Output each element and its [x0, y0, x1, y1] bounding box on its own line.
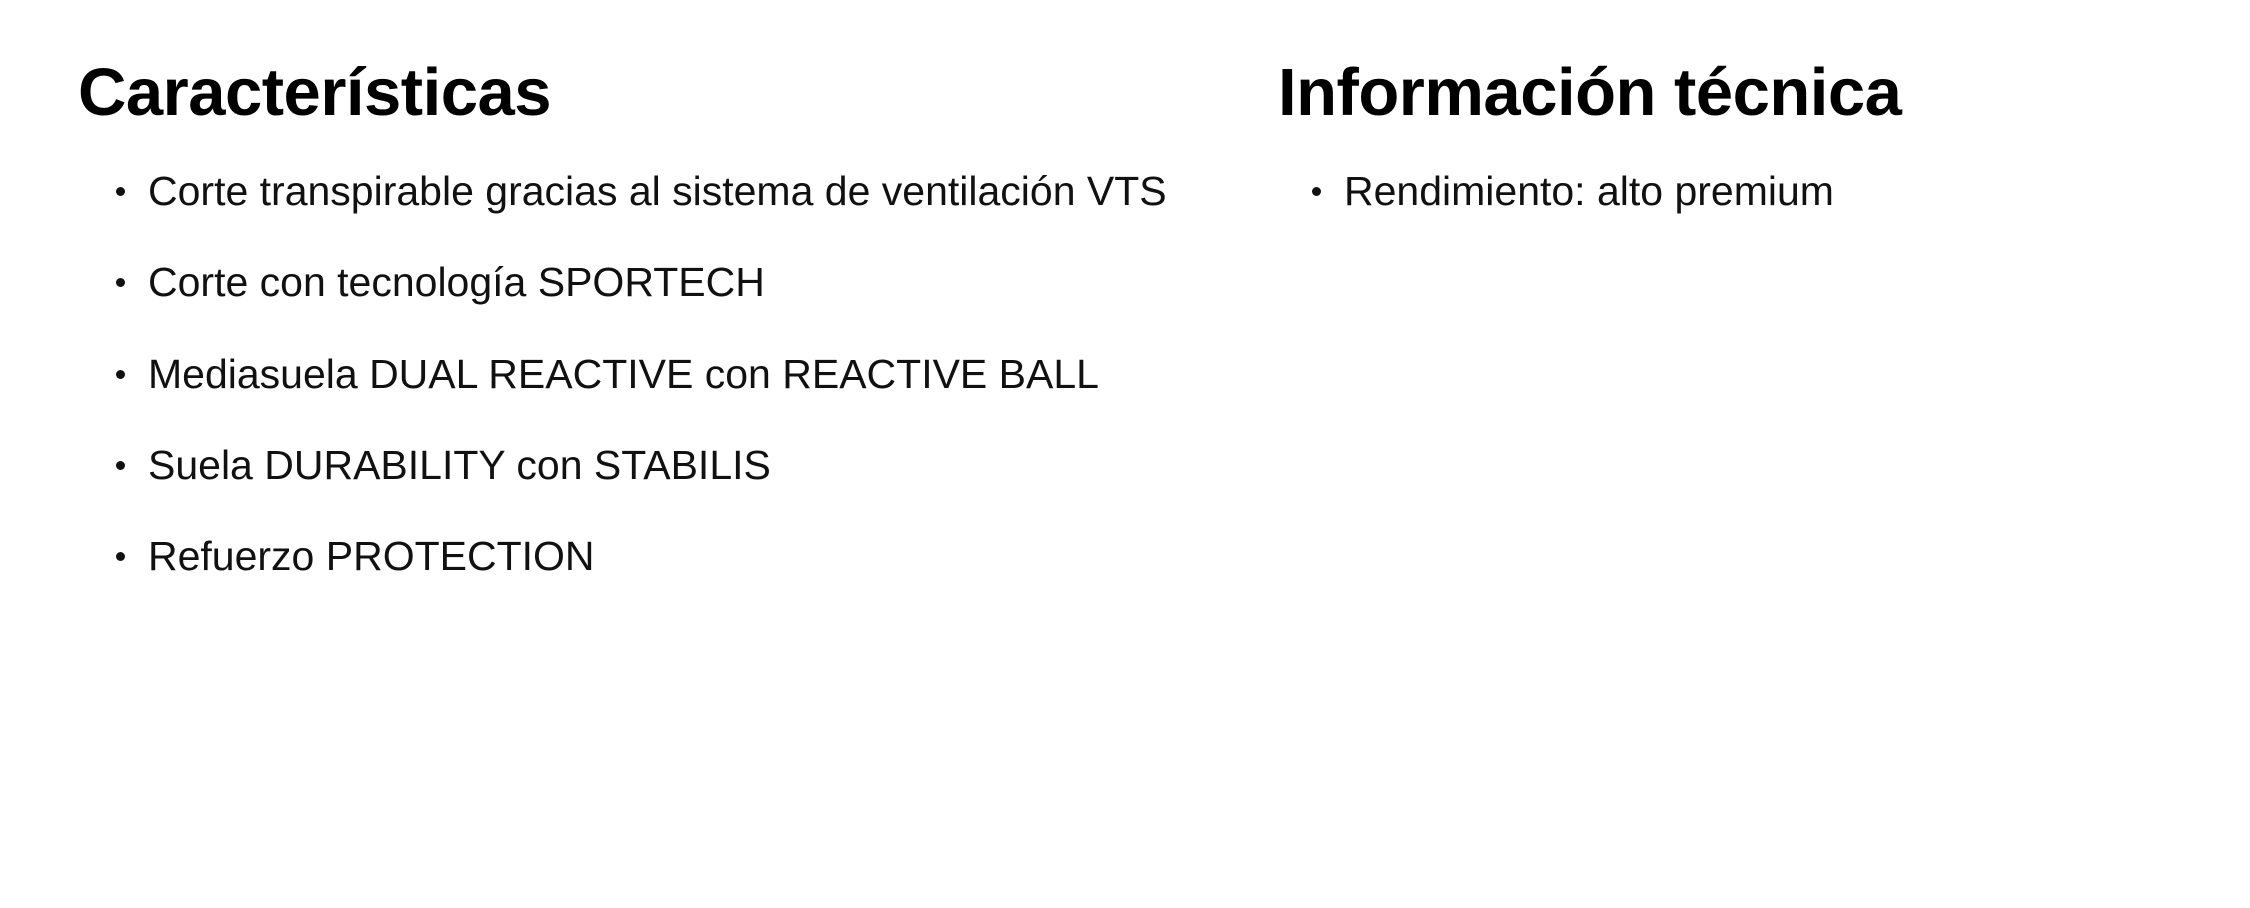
features-heading: Características	[78, 55, 551, 130]
list-item: Mediasuela DUAL REACTIVE con REACTIVE BALL	[100, 347, 1218, 402]
list-item: Corte transpirable gracias al sistema de ventilación VTS	[100, 164, 1218, 219]
technical-info-heading: Información técnica	[1278, 55, 1902, 130]
list-item: Corte con tecnología SPORTECH	[100, 255, 1218, 310]
list-item: Rendimiento: alto premium	[1296, 164, 2190, 219]
features-list	[78, 164, 1218, 585]
technical-info-section	[1258, 55, 2190, 219]
technical-info-list	[1278, 164, 2190, 219]
list-item: Suela DURABILITY con STABILIS	[100, 438, 1218, 493]
list-item: Refuerzo PROTECTION	[100, 529, 1218, 584]
features-section	[78, 55, 1258, 585]
